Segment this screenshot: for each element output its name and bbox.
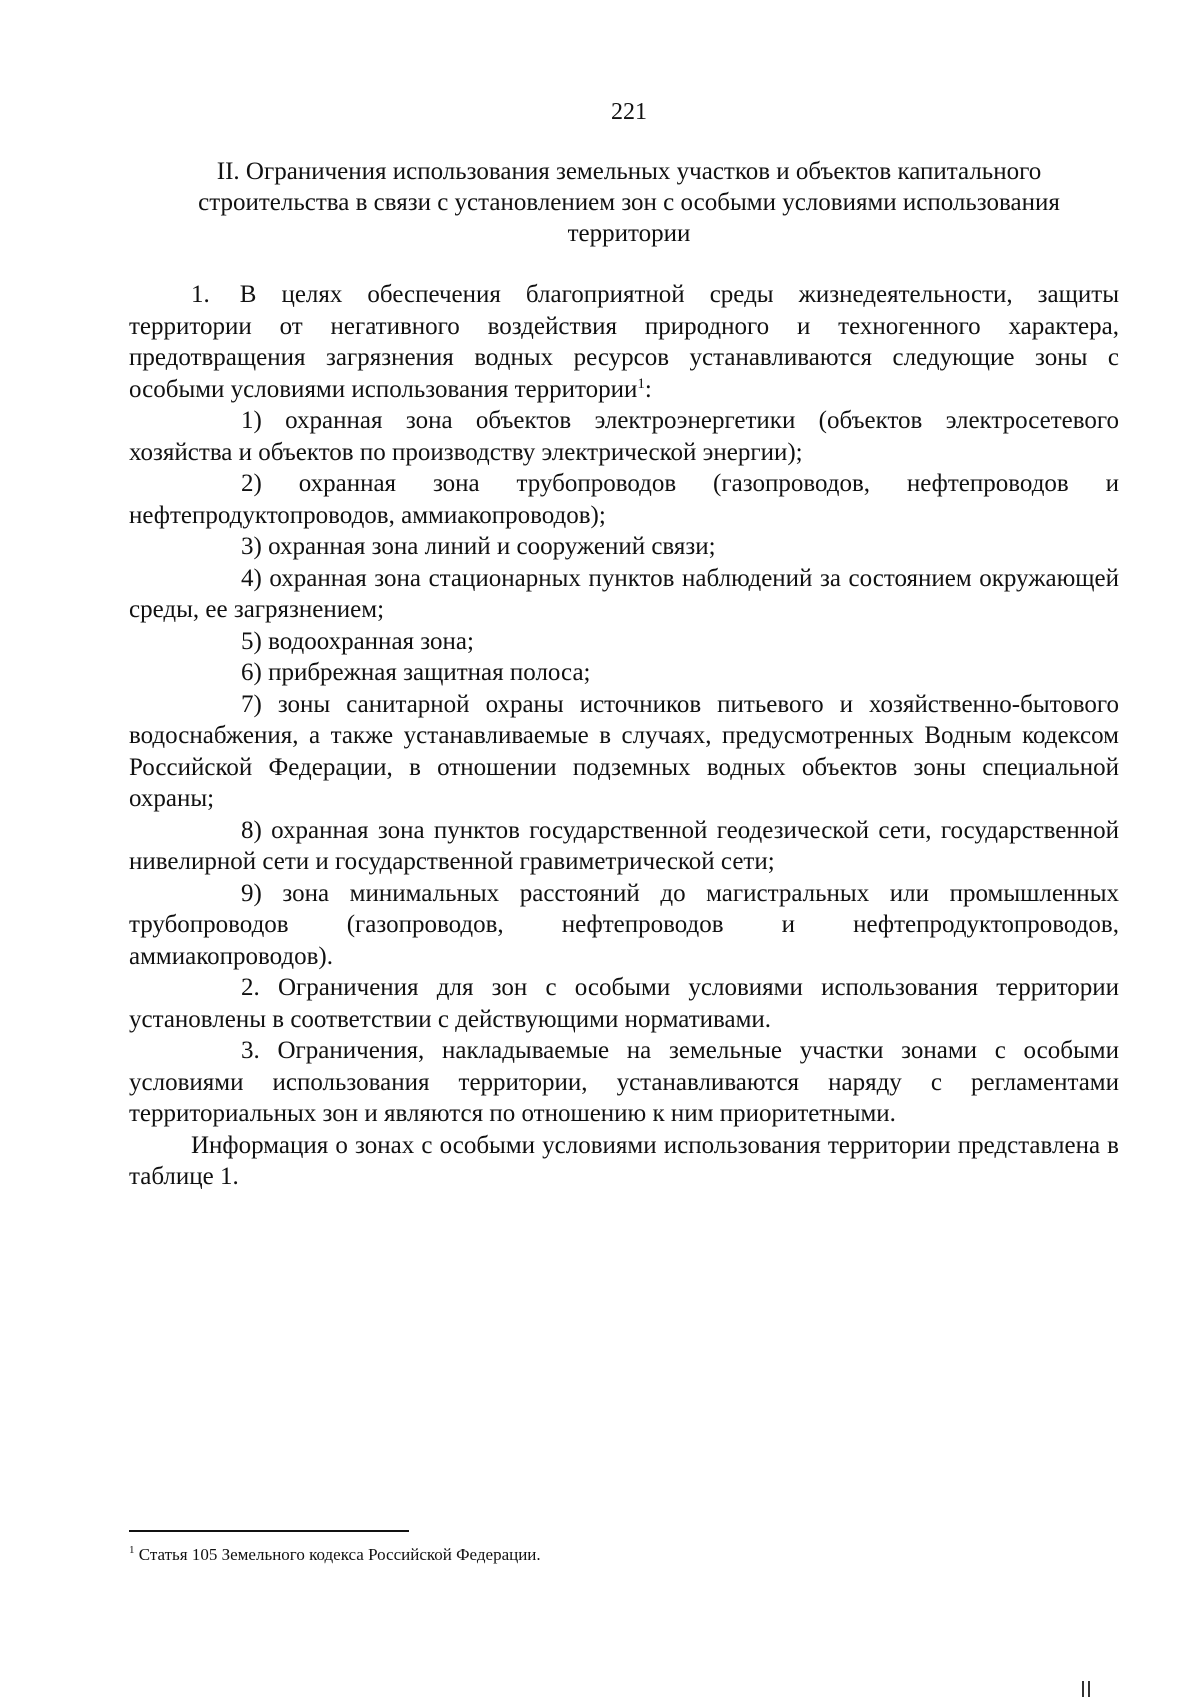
item-1-number: 1. — [191, 281, 210, 308]
page-number: 221 — [611, 99, 647, 125]
zone-list-item: 1) охранная зона объектов электроэнергетики (объектов электросетевого хозяйства и объектов по производству электрической энергии); — [129, 407, 1119, 466]
footnote-reference: 1 — [637, 375, 645, 392]
zone-list-item: 2) охранная зона трубопроводов (газопроводов, нефтепроводов и нефтепродуктопроводов, аммиакопроводов); — [129, 470, 1119, 529]
section-heading — [150, 156, 1108, 249]
section-heading-line: территории — [567, 220, 691, 247]
zone-list-item: 8) охранная зона пунктов государственной геодезической сети, государственной нивелирной сети и государственной гравиметрической сети; — [129, 816, 1119, 875]
zone-list-item: 6) прибрежная защитная полоса; — [241, 659, 591, 686]
zone-list-item: 7) зоны санитарной охраны источников питьевого и хозяйственно-бытового водоснабжения, а также устанавливаемые в случаях, предусмотренных Водным кодексом Российской Федерации, в отношении подземных водных объектов зоны специальной охраны; — [129, 690, 1119, 812]
zone-list-item: 4) охранная зона стационарных пунктов наблюдений за состоянием окружающей среды, ее загрязнением; — [129, 564, 1119, 623]
item-1-text: В целях обеспечения благоприятной среды жизнедеятельности, защиты территории от негативного воздействия природного и техногенного характера, предотвращения загрязнения водных ресурсов устанавливаются следующие зоны с особыми условиями использования территории — [129, 281, 1119, 403]
footnote-text: Статья 105 Земельного кодекса Российской Федерации. — [138, 1545, 541, 1564]
item-1-tail: : — [644, 375, 652, 403]
zone-list-item: 3) охранная зона линий и сооружений связи; — [241, 533, 716, 560]
footnote — [129, 1544, 1119, 1566]
section-heading-line: II. Ограничения использования земельных участков и объектов капитального — [216, 158, 1042, 185]
footnote-marker: 1 — [129, 1544, 135, 1556]
zone-list-item: 9) зона минимальных расстояний до магистральных или промышленных трубопроводов (газопроводов, нефтепроводов и нефтепродуктопроводов, аммиакопроводов). — [129, 879, 1119, 970]
paragraph-item-1 — [129, 279, 1119, 405]
footnote-divider — [129, 1530, 409, 1532]
zone-list-item: 5) водоохранная зона; — [241, 627, 474, 655]
paragraph-item-3: 3. Ограничения, накладываемые на земельные участки зонами с особыми условиями использования территории, устанавливаются наряду с регламентами территориальных зон и являются по отношению к ним приоритетными. — [129, 1037, 1119, 1127]
section-heading-line: строительства в связи с установлением зон с особыми условиями использования — [198, 189, 1060, 216]
paragraph-item-2: 2. Ограничения для зон с особыми условиями использования территории установлены в соответствии с действующими нормативами. — [129, 974, 1119, 1033]
document-body — [129, 279, 1119, 1193]
paragraph-info: Информация о зонах с особыми условиями использования территории представлена в таблице 1. — [129, 1131, 1119, 1190]
scan-mark — [1082, 1681, 1092, 1697]
